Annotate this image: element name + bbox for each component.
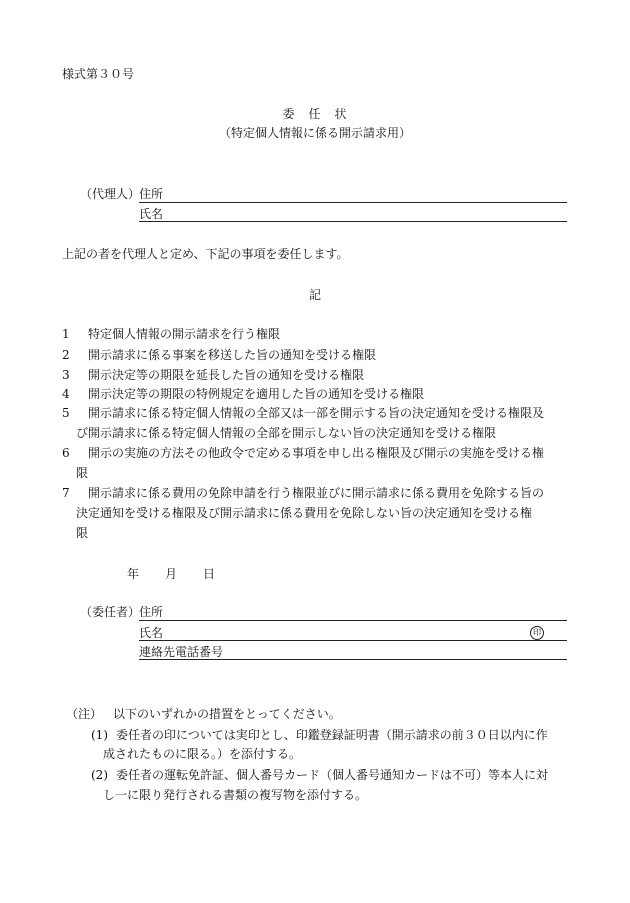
principal-name-label: 氏名 <box>139 626 164 640</box>
item-number: 4 <box>62 387 70 401</box>
note-item-number: (2) <box>91 768 108 782</box>
note-item-continuation: し一に限り発行される書類の複写物を添付する。 <box>103 788 368 802</box>
list-item <box>62 445 570 461</box>
item-text-line: 開示請求に係る費用の免除申請を行う権限並びに開示請求に係る費用を免除する旨の <box>88 486 545 500</box>
document-subtitle: （特定個人情報に係る開示請求用） <box>218 126 411 140</box>
item-continuation: 限 <box>76 466 89 480</box>
form-number: 様式第３０号 <box>62 67 135 81</box>
agent-name-label: 氏名 <box>139 207 164 221</box>
note-item-text-line: 委任者の印については実印とし、印鑑登録証明書（開示請求の前３０日以内に作 <box>116 728 548 742</box>
item-text-line: 開示の実施の方法その他政令で定める事項を申し出る権限及び開示の実施を受ける権 <box>88 446 545 460</box>
note-intro: 以下のいずれかの措置をとってください。 <box>113 707 341 721</box>
item-text: 開示決定等の期限を延長した旨の通知を受ける権限 <box>88 368 365 382</box>
principal-address-label: 住所 <box>139 605 164 619</box>
agent-name-line <box>139 221 567 222</box>
agent-address-label: 住所 <box>139 187 164 201</box>
item-text: 特定個人情報の開示請求を行う権限 <box>88 327 281 341</box>
item-number: 5 <box>62 406 70 420</box>
note-item-text-line: 委任者の運転免許証、個人番号カード（個人番号通知カードは不可）等本人に対 <box>116 768 549 782</box>
principal-label: （委任者） <box>80 605 141 619</box>
principal-phone-line <box>139 659 567 660</box>
date-month-label: 月 <box>165 567 178 581</box>
date-day-label: 日 <box>203 567 216 581</box>
item-number: 2 <box>62 348 70 362</box>
intro-text: 上記の者を代理人と定め、下記の事項を委任します。 <box>62 247 349 261</box>
list-item <box>62 386 570 402</box>
item-number: 3 <box>62 368 70 382</box>
list-item <box>62 367 570 383</box>
item-text: 開示決定等の期限の特例規定を適用した旨の通知を受ける権限 <box>88 387 425 401</box>
principal-phone-label: 連絡先電話番号 <box>139 645 224 659</box>
agent-address-line <box>139 202 567 203</box>
note-label: （注） <box>66 707 103 721</box>
list-item <box>62 326 570 342</box>
item-number: 7 <box>62 486 70 500</box>
note-item-continuation: 成されたものに限る。）を添付する。 <box>103 747 302 761</box>
item-text-line: 開示請求に係る特定個人情報の全部又は一部を開示する旨の決定通知を受ける権限及 <box>88 406 545 420</box>
list-item <box>62 405 570 421</box>
principal-address-line <box>139 620 567 621</box>
item-continuation: 限 <box>76 526 89 540</box>
note-item-number: (1) <box>91 728 108 742</box>
item-text: 開示請求に係る事案を移送した旨の通知を受ける権限 <box>88 348 377 362</box>
item-continuation: び開示請求に係る特定個人情報の全部を開示しない旨の決定通知を受ける権限 <box>76 426 497 440</box>
principal-name-line <box>139 640 567 641</box>
item-continuation: 決定通知を受ける権限及び開示請求に係る費用を免除しない旨の決定通知を受ける権 <box>76 506 533 520</box>
agent-label: （代理人） <box>80 187 141 201</box>
seal-mark: 印 <box>530 626 544 640</box>
list-item <box>62 347 570 363</box>
item-number: 6 <box>62 446 70 460</box>
ki-heading: 記 <box>308 288 321 302</box>
list-item <box>62 485 570 501</box>
item-number: 1 <box>62 327 70 341</box>
document-title: 委 任 状 <box>282 107 348 121</box>
date-year-label: 年 <box>127 567 140 581</box>
